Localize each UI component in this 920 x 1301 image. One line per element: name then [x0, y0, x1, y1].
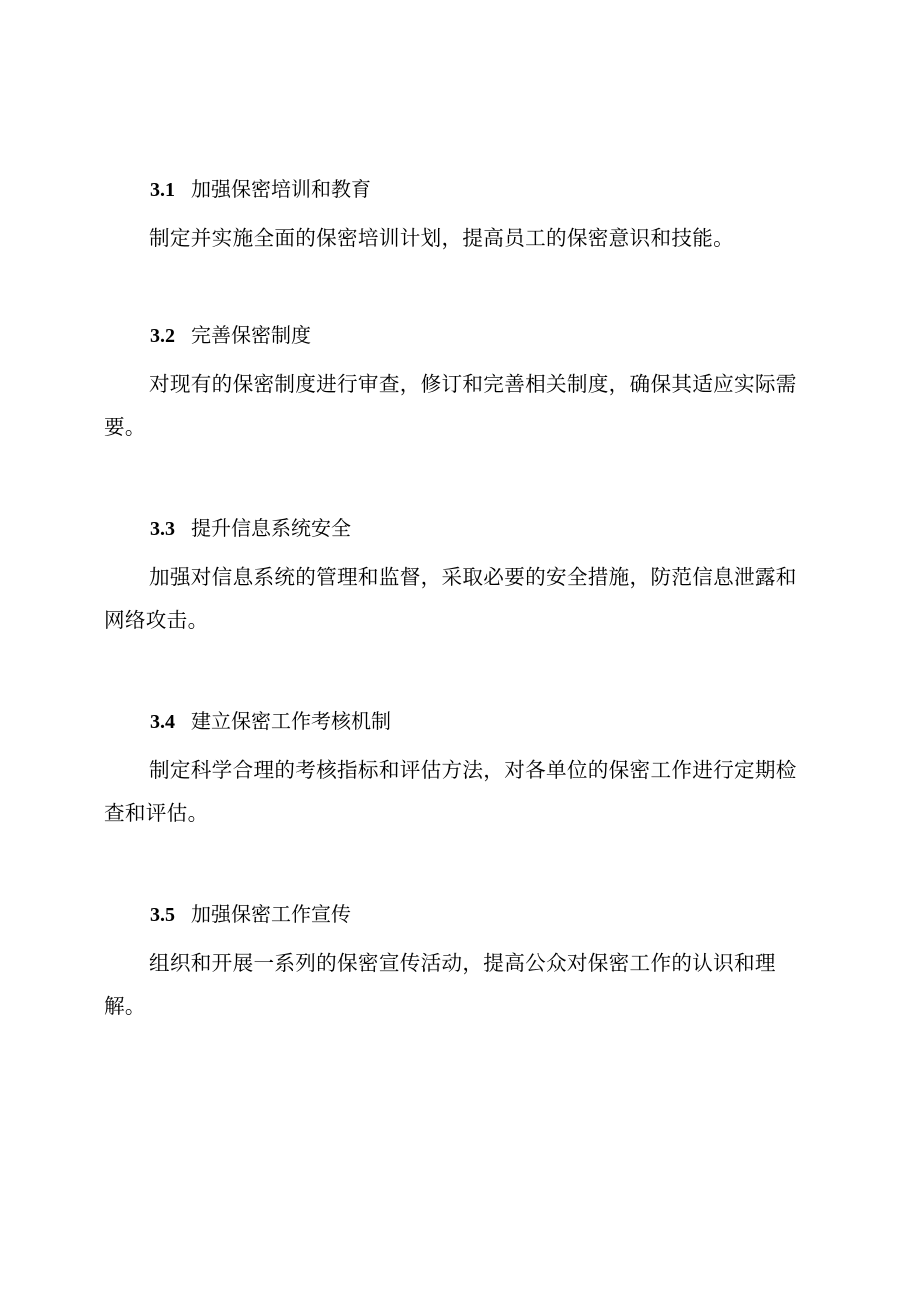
section-heading — [150, 898, 804, 930]
section-number: 3.3 — [150, 518, 175, 540]
section-title: 完善保密制度 — [191, 323, 311, 347]
section-heading — [150, 512, 804, 544]
section-3-3 — [104, 512, 804, 642]
section-title: 加强保密工作宣传 — [191, 902, 351, 926]
section-number: 3.1 — [150, 179, 175, 201]
section-heading — [150, 319, 804, 351]
section-body: 制定科学合理的考核指标和评估方法，对各单位的保密工作进行定期检查和评估。 — [104, 758, 797, 825]
section-body: 对现有的保密制度进行审查，修订和完善相关制度，确保其适应实际需要。 — [104, 372, 797, 439]
section-body: 制定并实施全面的保密培训计划，提高员工的保密意识和技能。 — [149, 226, 735, 250]
section-3-4 — [104, 705, 804, 835]
section-3-2 — [104, 319, 804, 449]
section-title: 建立保密工作考核机制 — [191, 709, 391, 733]
section-heading — [150, 705, 804, 737]
section-title: 提升信息系统安全 — [191, 516, 351, 540]
section-body: 加强对信息系统的管理和监督，采取必要的安全措施，防范信息泄露和网络攻击。 — [104, 565, 797, 632]
section-3-5 — [104, 898, 804, 1028]
section-heading — [150, 173, 804, 205]
section-title: 加强保密培训和教育 — [191, 177, 371, 201]
section-number: 3.2 — [150, 325, 175, 347]
section-body: 组织和开展一系列的保密宣传活动，提高公众对保密工作的认识和理解。 — [104, 951, 776, 1018]
section-number: 3.4 — [150, 711, 175, 733]
section-number: 3.5 — [150, 904, 175, 926]
section-3-1 — [104, 173, 804, 260]
